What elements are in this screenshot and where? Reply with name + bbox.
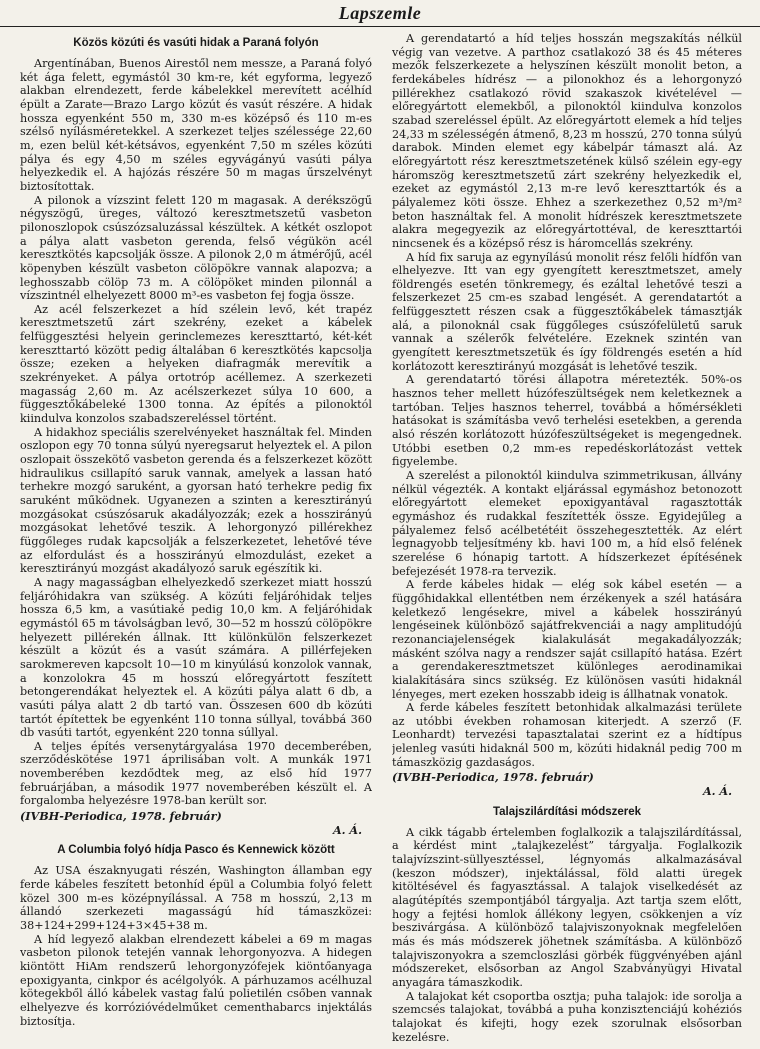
- article-title: Talajszilárdítási módszerek: [492, 805, 642, 818]
- paragraph: A talajokat két csoportba osztja; puha talajok: ide sorolja a szemcsés talajokat, továbbá a puha konzisztenciájú kohéziós talajokat és kifejti, hogy ezek szorulnak elsősorban kezelésre.: [392, 989, 742, 1043]
- paragraph: Argentínában, Buenos Airestől nem messze, a Paraná folyó két ága felett, egymástól 30 km-re, két egyforma, legyező alakban elrendezett, ferde kábelekkel merevített acélhíd épült a Zarate—Brazo Largo közút és vasút részére. A hidak hossza egyenként 550 m, 330 m-es középső és 110 m-es szélső nyílásméretekkel. A szerkezet teljes szélessége 22,60 m, ezen belül két-kétsávos, egyenként 7,50 m széles közúti pálya és egy 4,50 m széles egyvágányú vasúti pálya helyezkedik el. A hajózás részére 50 m magas űrszelvényt biztosítottak.: [20, 57, 372, 193]
- paragraph: A híd legyező alakban elrendezett kábelei a 69 m magas vasbeton pilonok tetején vannak lehorgonyozva. A hidegen kiöntött HiAm rendszerű lehorgonyzófejek kiöntőanyaga epoxigyanta, cinkpor és acélgolyók. A párhuzamos acélhuzal kötegekből álló kábelek vastag falú polietilén csőben vannak elhelyezve és korrózióvédelműket cementhabarcs injektálás biztosítja.: [20, 932, 372, 1028]
- paragraph: A gerendatartó törési állapotra méretezték. 50%-os hasznos teher mellett húzófeszültségek nem keletkeznek a tartóban. Teljes hasznos teherrel, továbbá a hőmérsékleti hatásokat is számításba vevő terhelési esetekben, a gerenda alsó részén korlátozott húzófeszültségeket is megengednek. Utóbbi esetben 0,2 mm-es repedéskorlátozást vettek figyelembe.: [392, 373, 742, 469]
- author-signature: A. Á.: [332, 822, 362, 837]
- paragraph: A gerendatartó a híd teljes hosszán megszakítás nélkül végig van vezetve. A parthoz csatlakozó 38 és 45 méteres mezők felszerkezete a helyszínen készült monolit beton, a ferdekábeles hídrész — a pilonokhoz és a lehorgonyzó pillérekhez csatlakozó rövid szakaszok kivételével — előregyártott elemekből, a pilonoktól kiindulva konzolos szabad szereléssel épült. Az előregyártott elemek a híd teljes 24,33 m szélességén átmenő, 8,23 m hosszú, 270 tonna súlyú darabok. Minden elemet egy kábelpár támaszt alá. Az előregyártott rész keresztmetszetének külső szélein egy-egy háromszög keresztmetszetű zárt szekrény helyezkedik el, ezeket az egymástól 2,13 m-re levő kereszttartók és a pályalemez köti össze. Ehhez a szerkezethez 0,52 m³/m² beton használtak fel. A monolit hídrészek keresztmetszete alakra megegyezik az előregyártottéval, de kereszttartói nincsenek és a középső rész is háromcellás szekrény.: [392, 32, 742, 250]
- article-title: Közös közúti és vasúti hidak a Paraná folyón: [73, 37, 319, 49]
- paragraph: A ferde kábeles feszített betonhidak alkalmazási területe az utóbbi években rohamosan kiterjedt. A szerző (F. Leonhardt) tervezési tapasztalatai szerint ez a hídtípus jelenleg vasúti hidaknál 500 m, közúti hidaknál pedig 700 m támaszközig gazdaságos.: [392, 701, 742, 769]
- paragraph: A ferde kábeles hidak — elég sok kábel esetén — a függőhidakkal ellentétben nem érzékenyek a szél hatására keletkező lengésekre, mivel a kábelek hosszirányú lengéseinek különböző sajátfrekvenciái a nagy amplitudójú rezonanciajelenségek kialakulását megakadályozzák; másként szólva nagy a rendszer saját csillapító hatása. Ezért a gerendakeresztmetszet különleges aerodinamikai kialakítására sincs szükség. Ez különösen vasúti hidaknál lényeges, mert ezeken hosszabb ideig is állhatnak vonatok.: [392, 578, 742, 701]
- paragraph: A teljes építés versenytárgyalása 1970 decemberében, szerződéskötése 1971 áprilisában volt. A munkák 1971 novemberében kezdődtek meg, az első híd 1977 februárjában, a második 1977 novemberében készült el. A forgalomba helyezésre 1978-ban került sor.: [20, 739, 372, 808]
- paragraph: A nagy magasságban elhelyezkedő szerkezet miatt hosszú feljáróhidakra van szükség. A közúti feljáróhidak teljes hossza 6,5 km, a vasútiaké pedig 10,0 km. A feljáróhidak egymástól 65 m távolságban levő, 30—52 m hosszú cölöpökre helyezett pillérekén állnak. Itt különkülön felszerkezet készült a közút és a vasút számára. A pillérfejeken sarokmereven kapcsolt 10—10 m kinyúlású konzolok vannak, a konzolokra 45 m hosszú előregyártott feszített betongerendákat helyeztek el. A közúti pálya alatt 6 db, a vasúti pálya alatt 2 db tartó van. Összesen 600 db közúti tartót építettek be egyenként 110 tonna súllyal, továbbá 360 db vasúti tartót, egyenként 220 tonna súllyal.: [20, 575, 372, 740]
- paragraph: A pilonok a vízszint felett 120 m magasak. A derékszögű négyszögű, üreges, változó keresztmetszetű vasbeton pilonoszlopok csúszózsaluzással készültek. A kétkét oszlopot a pálya alatt vasbeton gerenda, felső végükön acél keresztkötés kapcsolják össze. A pilonok 2,0 m átmérőjű, acél köpenyben készült vasbeton cölöpökre vannak alapozva; a leghosszabb cölöp 73 m. A cölöpöket minden pilonnál a vízszintnél elhelyezett 8000 m³-es vasbeton fej fogja össze.: [20, 193, 372, 303]
- paragraph: A híd fix saruja az egynyílású monolit rész felőli hídfőn van elhelyezve. Itt van egy gyengített keresztmetszet, amely földrengés esetén tönkremegy, és ezáltal lehetővé teszi a felszerkezet 25 cm-es szabad lengését. A gerendatartót a felfüggesztett részen csak a függesztőkábelek támasztják alá, a pilonoknál csak függőleges csúszófelületű saruk vannak a szélerők felvételére. Ezeknek szintén van gyengített keresztmetszetük és így földrengés esetén a híd korlátozott keresztirányú mozgását is lehetővé teszik.: [392, 250, 742, 373]
- right-column: [392, 32, 742, 1043]
- paragraph: Az USA északnyugati részén, Washington államban egy ferde kábeles feszített betonhíd épül a Columbia folyó felett közel 300 m-es középnyílással. A 758 m hosszú, 2,13 m állandó szerkezeti magasságú híd támaszközei: 38+124+299+124+3×45+38 m.: [20, 864, 372, 933]
- page-header: [0, 0, 760, 27]
- left-column: [20, 32, 372, 1043]
- article-title: A Columbia folyó hídja Pasco és Kennewick között: [57, 844, 335, 857]
- author-signature: A. Á.: [702, 784, 732, 799]
- paragraph: A cikk tágabb értelemben foglalkozik a talajszilárdítással, a kérdést mint „talajkezelést” tárgyalja. Foglalkozik talajvízszint-süllyesztéssel, légnyomás alkalmazásával (keszon módszer), injektálással, föld alatti üregek kitöltésével és fagyasztással. A talajok viselkedését az alagútépítés szempontjából tárgyalja. Azt tartja szem előtt, hogy a fejtési homlok állékony legyen, csökkenjen a víz beszivárgása. A különböző talajviszonyoknak megfelelően más és más módszerek jöhetnek számításba. A különböző talajviszonyokra a szemcloszlási görbék függvényében ajánl módszereket, elsősorban az Angol Szabványügyi Hivatal anyagára támaszkodik.: [392, 825, 742, 989]
- paragraph: Az acél felszerkezet a híd szélein levő, két trapéz keresztmetszetű zárt szekrény, ezeket a kábelek felfüggesztési helyein gerinclemezes kereszttartó, két-két kereszttartó között pedig általában 6 keresztkötés kapcsolja össze; ezeken a helyeken diafragmák merevítik a szekrényeket. A pálya ortotróp acéllemez. A szerkezeti magasság 2,60 m. Az acélszerkezet súlya 10 600, a függesztőkábeleké 1300 tonna. Az építés a pilonoktól kiindulva konzolos szabadszereléssel történt.: [20, 302, 372, 426]
- source-citation: (IVBH-Periodica, 1978. február): [392, 770, 594, 785]
- source-citation: (IVBH-Periodica, 1978. február): [20, 809, 222, 824]
- paragraph: A szerelést a pilonoktól kiindulva szimmetrikusan, állvány nélkül végezték. A kontakt eljárással egymáshoz betonozott előregyártott elemeket epoxigyantával ragasztották egymáshoz és rudakkal feszítették össze. Egyidejűleg a pályalemez felső acélbetétéit összehegesztették. Az elért legnagyobb teljesítmény kb. havi 100 m, a híd első felének szerelése 6 hónapig tartott. A hídszerkezet építésének befejezését 1978-ra tervezik.: [392, 469, 742, 578]
- paragraph: A hidakhoz speciális szerelvényeket használtak fel. Minden oszlopon egy 70 tonna súlyú nyeregsarut helyeztek el. A pilon oszlopait összekötő vasbeton gerenda és a felszerkezet között hidraulikus csillapító saruk vannak, amelyek a lassan ható terhekre mozgó saruként, a gyorsan ható terhekre pedig fix saruként működnek. Ugyanezen a szinten a keresztirányú mozgásokat csúszósaruk akadályozzák; ezek a hosszirányú mozgásokat lehetővé teszik. A lehorgonyzó pillérekhez függőleges rudak kapcsolják a felszerkezetet, lehetővé téve az elfordulást és a hosszirányú elmozdulást, ezeket a keresztirányú mozgást akadályozó saruk egészítik ki.: [20, 425, 372, 576]
- section-title: Lapszemle: [338, 3, 422, 23]
